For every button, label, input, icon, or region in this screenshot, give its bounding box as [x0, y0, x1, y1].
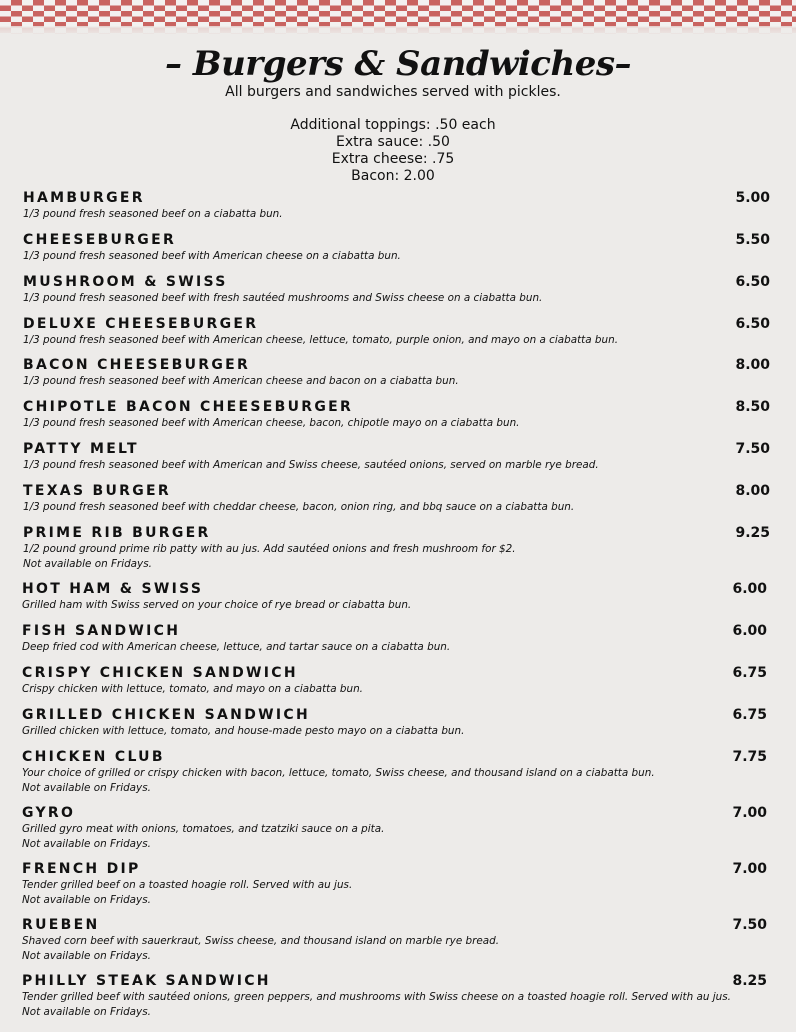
description-line: Tender grilled beef with sautéed onions, green peppers, and mushrooms with Swiss cheese on a toasted hoagie roll. Served with au jus. [22, 991, 731, 1003]
item-description [23, 500, 763, 515]
item-price: 6.50 [735, 316, 770, 332]
item-name: CHEESEBURGER [23, 232, 177, 248]
topping-line: Extra cheese: .75 [331, 151, 455, 167]
item-description [23, 291, 763, 306]
description-line: Grilled gyro meat with onions, tomatoes, and tzatziki sauce on a pita. [22, 823, 385, 835]
item-name: GYRO [22, 805, 76, 821]
item-description [23, 333, 763, 348]
description-line: Deep fried cod with American cheese, lettuce, and tartar sauce on a ciabatta bun. [22, 641, 451, 653]
item-price: 6.75 [732, 665, 767, 681]
description-line: Not available on Fridays. [22, 950, 151, 962]
item-name: CHIPOTLE BACON CHEESEBURGER [23, 399, 354, 415]
description-line: Shaved corn beef with sauerkraut, Swiss cheese, and thousand island on marble rye bread. [22, 935, 500, 947]
item-price: 9.25 [735, 525, 770, 541]
description-line: 1/3 pound fresh seasoned beef with American cheese, bacon, chipotle mayo on a ciabatta bun. [23, 417, 520, 429]
item-name: TEXAS BURGER [23, 483, 171, 499]
item-price: 8.25 [732, 973, 767, 989]
item-name: CHICKEN CLUB [22, 749, 165, 765]
page-title: – Burgers & Sandwiches– [165, 44, 631, 84]
item-price: 6.00 [732, 581, 767, 597]
description-line: Crispy chicken with lettuce, tomato, and mayo on a ciabatta bun. [22, 683, 363, 695]
item-description [22, 598, 762, 613]
item-description [22, 766, 762, 796]
item-name: FISH SANDWICH [22, 623, 181, 639]
item-price: 6.75 [732, 707, 767, 723]
item-price: 6.00 [732, 623, 767, 639]
description-line: Tender grilled beef on a toasted hoagie roll. Served with au jus. [22, 879, 353, 891]
item-name: GRILLED CHICKEN SANDWICH [22, 707, 310, 723]
item-price: 8.50 [735, 399, 770, 415]
topping-line: Bacon: 2.00 [351, 168, 435, 184]
item-description [22, 724, 762, 739]
item-description [22, 990, 762, 1020]
item-name: PATTY MELT [23, 441, 139, 457]
item-description [23, 207, 763, 222]
description-line: Your choice of grilled or crispy chicken with bacon, lettuce, tomato, Swiss cheese, and thousand island on a ciabatta bun. [22, 767, 655, 779]
item-description [22, 682, 762, 697]
description-line: 1/2 pound ground prime rib patty with au jus. Add sautéed onions and fresh mushroom for $2. [23, 543, 516, 555]
item-name: PRIME RIB BURGER [23, 525, 211, 541]
item-name: FRENCH DIP [22, 861, 141, 877]
description-line: Not available on Fridays. [22, 838, 151, 850]
description-line: Grilled chicken with lettuce, tomato, and house-made pesto mayo on a ciabatta bun. [22, 725, 465, 737]
topping-line: Extra sauce: .50 [336, 134, 450, 150]
item-description [22, 822, 762, 852]
item-description [23, 416, 763, 431]
item-name: HOT HAM & SWISS [22, 581, 204, 597]
topping-line: Additional toppings: .50 each [290, 117, 496, 133]
item-price: 5.00 [735, 190, 770, 206]
item-name: HAMBURGER [23, 190, 145, 206]
item-price: 8.00 [735, 483, 770, 499]
description-line: 1/3 pound fresh seasoned beef with fresh sautéed mushrooms and Swiss cheese on a ciabatta bun. [23, 292, 543, 304]
item-description [23, 458, 763, 473]
item-price: 7.50 [732, 917, 767, 933]
subtitle: All burgers and sandwiches served with pickles. [225, 84, 561, 100]
item-price: 7.00 [732, 805, 767, 821]
item-description [23, 249, 763, 264]
description-line: 1/3 pound fresh seasoned beef on a ciabatta bun. [23, 208, 283, 220]
item-description [23, 374, 763, 389]
item-price: 7.00 [732, 861, 767, 877]
description-line: Not available on Fridays. [22, 782, 151, 794]
item-description [23, 542, 763, 572]
description-line: Not available on Fridays. [23, 558, 152, 570]
description-line: 1/3 pound fresh seasoned beef with American and Swiss cheese, sautéed onions, served on marble rye bread. [23, 459, 599, 471]
item-price: 5.50 [735, 232, 770, 248]
item-description [22, 878, 762, 908]
description-line: 1/3 pound fresh seasoned beef with American cheese on a ciabatta bun. [23, 250, 401, 262]
item-price: 8.00 [735, 357, 770, 373]
description-line: Grilled ham with Swiss served on your choice of rye bread or ciabatta bun. [22, 599, 412, 611]
item-description [22, 934, 762, 964]
description-line: 1/3 pound fresh seasoned beef with American cheese, lettuce, tomato, purple onion, and mayo on a ciabatta bun. [23, 334, 619, 346]
item-price: 7.50 [735, 441, 770, 457]
description-line: 1/3 pound fresh seasoned beef with American cheese and bacon on a ciabatta bun. [23, 375, 459, 387]
description-line: 1/3 pound fresh seasoned beef with cheddar cheese, bacon, onion ring, and bbq sauce on a ciabatta bun. [23, 501, 575, 513]
item-name: RUEBEN [22, 917, 100, 933]
description-line: Not available on Fridays. [22, 894, 151, 906]
item-name: MUSHROOM & SWISS [23, 274, 228, 290]
item-name: CRISPY CHICKEN SANDWICH [22, 665, 298, 681]
item-description [22, 640, 762, 655]
item-price: 6.50 [735, 274, 770, 290]
description-line: Not available on Fridays. [22, 1006, 151, 1018]
item-name: PHILLY STEAK SANDWICH [22, 973, 271, 989]
item-name: DELUXE CHEESEBURGER [23, 316, 259, 332]
item-price: 7.75 [732, 749, 767, 765]
item-name: BACON CHEESEBURGER [23, 357, 251, 373]
